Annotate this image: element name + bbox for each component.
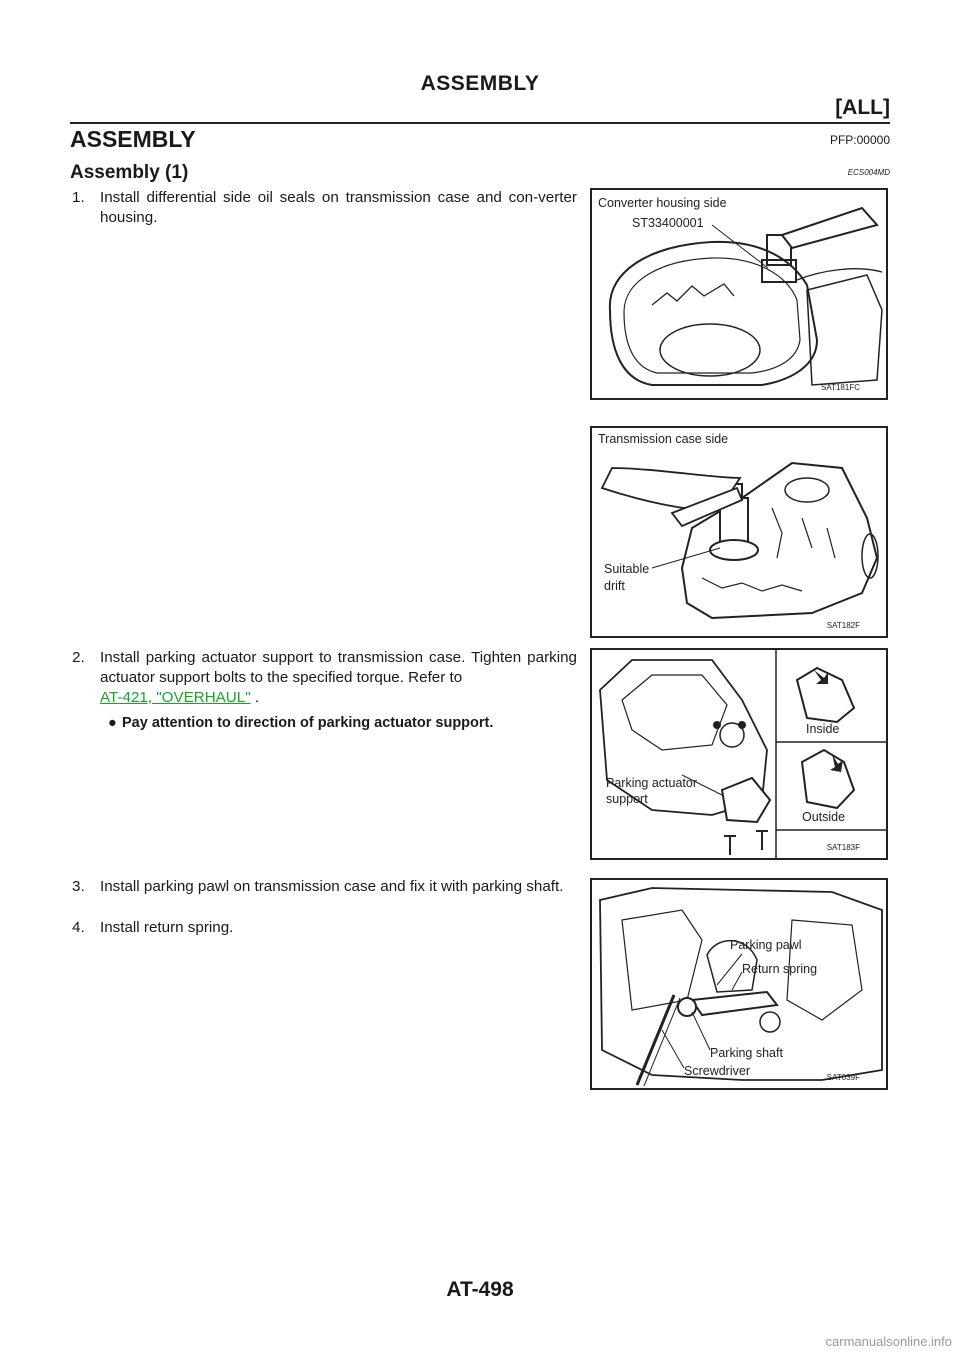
figure-code: SAT039F xyxy=(826,1073,860,1082)
orientation-label-outside: Outside xyxy=(802,810,846,824)
page-number: AT-498 xyxy=(446,1278,514,1301)
drift-label-cont: drift xyxy=(604,579,625,593)
step-4 xyxy=(72,918,577,938)
tool-number-label: ST33400001 xyxy=(632,216,704,230)
part-label-shaft: Parking shaft xyxy=(710,1046,783,1060)
figure-label: Transmission case side xyxy=(598,432,729,446)
figure-parking-pawl xyxy=(590,878,888,1090)
step-text: Install parking actuator support to transmission case. Tighten parking actuator support bolts to the specified torque. Refer to xyxy=(100,649,577,686)
model-tag: [ALL] xyxy=(835,96,890,119)
orientation-label-inside: Inside xyxy=(806,722,840,736)
bullet-text: Pay attention to direction of parking actuator support. xyxy=(122,715,494,731)
part-label: Parking actuator xyxy=(606,776,698,790)
figure-code: SAT183F xyxy=(826,843,860,852)
section-title: ASSEMBLY xyxy=(70,126,196,152)
step-2 xyxy=(72,648,577,708)
watermark: carmanualsonline.info xyxy=(825,1334,952,1349)
part-code: PFP:00000 xyxy=(829,133,890,147)
part-label-spring: Return spring xyxy=(742,962,818,976)
transmission-case-illustration xyxy=(592,428,888,638)
step-number: 4. xyxy=(72,919,85,936)
step-text: Install parking pawl on transmission case and fix it with parking shaft. xyxy=(100,878,564,895)
overhaul-reference-link[interactable]: AT-421, "OVERHAUL" xyxy=(100,689,251,706)
part-label-cont: support xyxy=(606,792,648,806)
step-1 xyxy=(72,188,577,228)
drift-label: Suitable xyxy=(604,562,650,576)
step-number: 3. xyxy=(72,878,85,895)
page-header-title: ASSEMBLY xyxy=(420,72,540,95)
figure-converter-housing-seal xyxy=(590,188,888,400)
caution-bullet xyxy=(108,715,578,731)
step-text-tail: . xyxy=(250,689,260,706)
parking-actuator-illustration xyxy=(592,650,888,860)
bullet-icon: ● xyxy=(108,715,117,731)
figure-code: SAT181FC xyxy=(821,383,860,392)
figure-label: Converter housing side xyxy=(598,196,727,210)
part-label-pawl: Parking pawl xyxy=(730,938,802,952)
header-divider xyxy=(70,122,890,124)
step-number: 2. xyxy=(72,649,85,666)
step-text: Install differential side oil seals on transmission case and con-verter housing. xyxy=(100,189,577,226)
subsection-code: ECS004MD xyxy=(847,168,890,177)
figure-code: SAT182F xyxy=(826,621,860,630)
figure-transmission-case-seal xyxy=(590,426,888,638)
figure-parking-actuator-support xyxy=(590,648,888,860)
step-text: Install return spring. xyxy=(100,919,234,936)
step-number: 1. xyxy=(72,189,85,206)
step-3 xyxy=(72,877,577,897)
subsection-title: Assembly (1) xyxy=(70,162,189,183)
tool-label-screwdriver: Screwdriver xyxy=(684,1064,750,1078)
